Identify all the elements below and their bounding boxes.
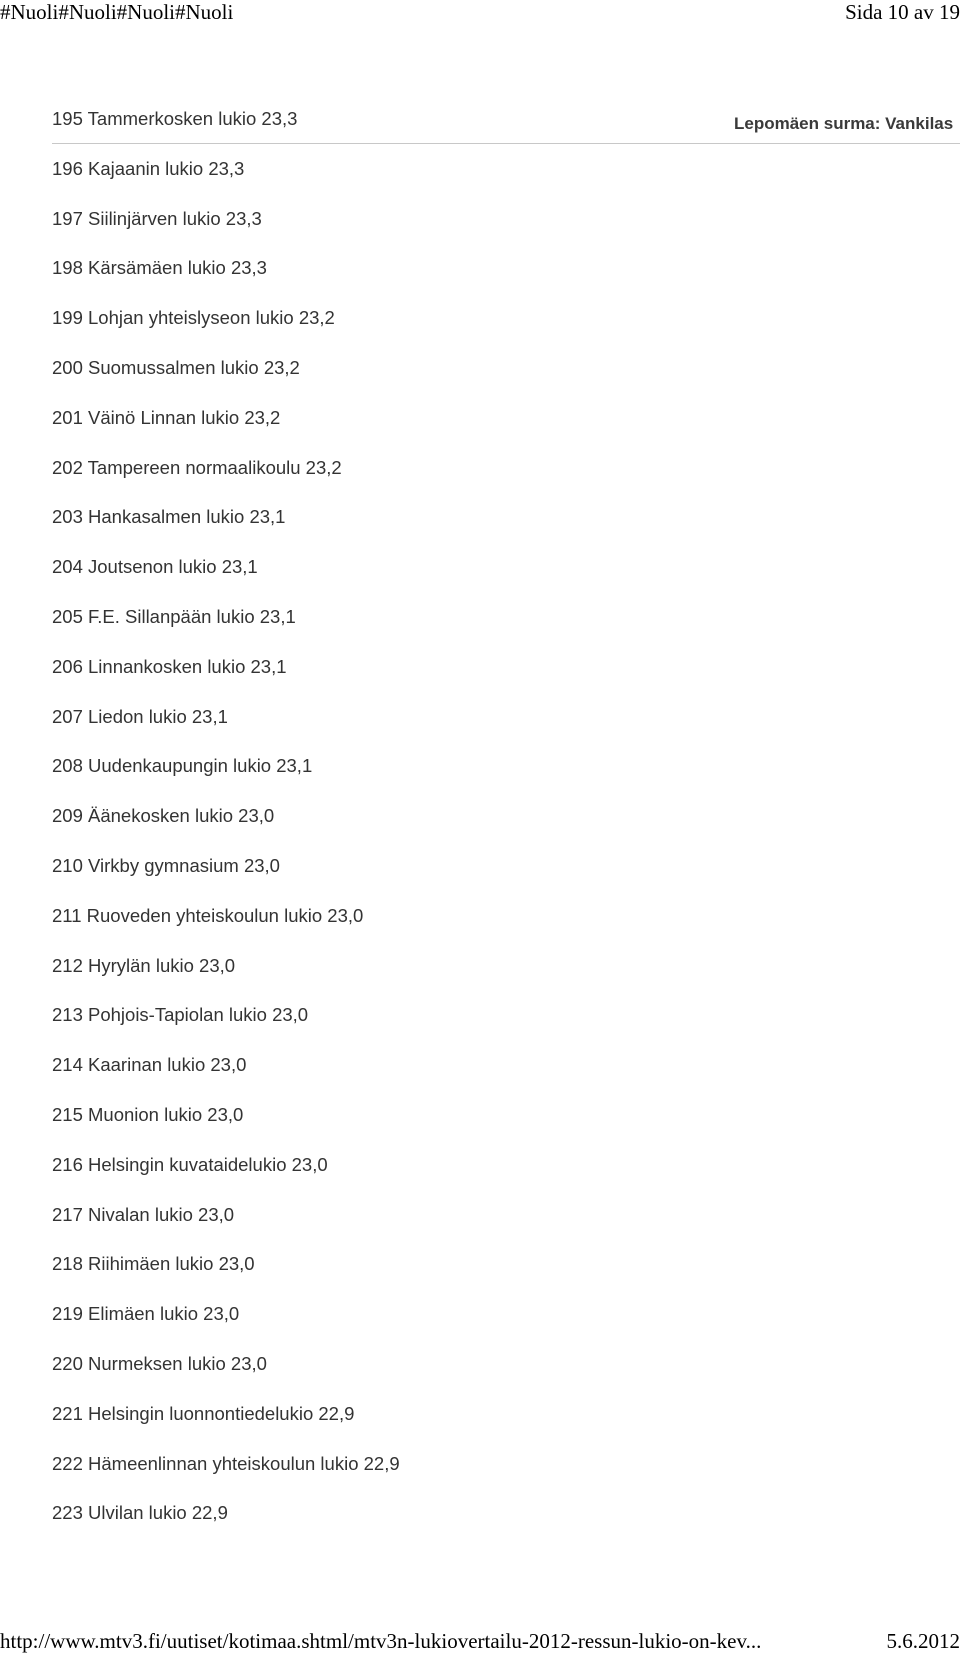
list-item: 214 Kaarinan lukio 23,0 [52,1054,247,1076]
page-number: Sida 10 av 19 [845,0,960,24]
footer-url: http://www.mtv3.fi/uutiset/kotimaa.shtml/mtv3n-lukiovertailu-2012-ressun-lukio-on-kev... [0,1629,762,1653]
ranking-list [52,100,400,1544]
list-item: 206 Linnankosken lukio 23,1 [52,655,287,677]
list-item: 223 Ulvilan lukio 22,9 [52,1502,228,1524]
list-item: 210 Virkby gymnasium 23,0 [52,854,280,876]
list-item: 217 Nivalan lukio 23,0 [52,1203,235,1225]
list-item: 202 Tampereen normaalikoulu 23,2 [52,456,342,478]
list-item: 220 Nurmeksen lukio 23,0 [52,1352,267,1374]
list-item: 212 Hyrylän lukio 23,0 [52,954,236,976]
list-item: 197 Siilinjärven lukio 23,3 [52,207,262,229]
list-item: 216 Helsingin kuvataidelukio 23,0 [52,1153,328,1175]
list-item: 203 Hankasalmen lukio 23,1 [52,506,286,528]
list-item: 201 Väinö Linnan lukio 23,2 [52,406,281,428]
list-item: 196 Kajaanin lukio 23,3 [52,157,245,179]
print-header [0,0,960,24]
list-item: 208 Uudenkaupungin lukio 23,1 [52,755,313,777]
footer-date: 5.6.2012 [886,1629,960,1653]
list-item: 215 Muonion lukio 23,0 [52,1103,244,1125]
header-title: #Nuoli#Nuoli#Nuoli#Nuoli [0,0,234,24]
sidebar-article-link[interactable]: Lepomäen surma: Vankilas [734,114,954,133]
list-item: 204 Joutsenon lukio 23,1 [52,556,258,578]
list-item: 213 Pohjois-Tapiolan lukio 23,0 [52,1004,309,1026]
list-item: 205 F.E. Sillanpään lukio 23,1 [52,605,296,627]
list-item: 219 Elimäen lukio 23,0 [52,1303,240,1325]
article-content [0,100,960,1540]
list-item: 207 Liedon lukio 23,1 [52,705,228,727]
list-item: 222 Hämeenlinnan yhteiskoulun lukio 22,9 [52,1452,400,1474]
list-item: 211 Ruoveden yhteiskoulun lukio 23,0 [52,904,364,926]
list-item: 198 Kärsämäen lukio 23,3 [52,257,267,279]
list-item: 221 Helsingin luonnontiedelukio 22,9 [52,1402,355,1424]
list-item: 199 Lohjan yhteislyseon lukio 23,2 [52,307,335,329]
print-footer [0,1628,960,1654]
list-item: 209 Äänekosken lukio 23,0 [52,805,275,827]
list-item: 195 Tammerkosken lukio 23,3 [52,108,298,129]
list-item: 218 Riihimäen lukio 23,0 [52,1253,255,1275]
list-item: 200 Suomussalmen lukio 23,2 [52,356,300,378]
